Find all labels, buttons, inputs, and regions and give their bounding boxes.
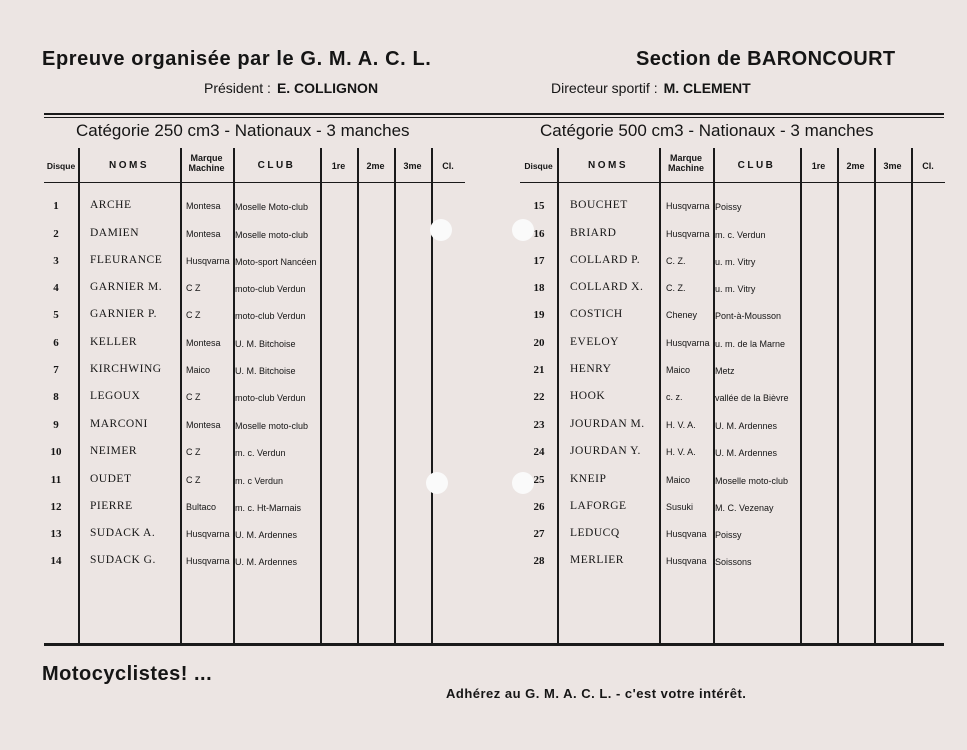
column-rule bbox=[911, 148, 913, 643]
rider-name: DAMIEN bbox=[90, 227, 139, 239]
column-header-disque: Disque bbox=[46, 161, 76, 171]
rider-club: vallée de la Bièvre bbox=[715, 393, 789, 403]
rider-number: 3 bbox=[53, 255, 59, 267]
rider-machine: c. z. bbox=[666, 392, 683, 402]
column-header-cl: Cl. bbox=[922, 161, 934, 171]
rider-name: ARCHE bbox=[90, 199, 132, 211]
rider-club: Pont-à-Mousson bbox=[715, 311, 782, 321]
rider-club: U. M. Ardennes bbox=[715, 421, 778, 431]
rider-name: JOURDAN M. bbox=[570, 418, 645, 430]
rider-machine: H. V. A. bbox=[666, 447, 696, 457]
rider-name: OUDET bbox=[90, 473, 132, 485]
rider-machine: Husqvarna bbox=[666, 201, 710, 211]
rider-machine: C Z bbox=[186, 283, 201, 293]
rider-name: SUDACK A. bbox=[90, 527, 156, 539]
column-rule bbox=[874, 148, 876, 643]
rider-name: BRIARD bbox=[570, 227, 617, 239]
top-rule-thin bbox=[44, 117, 944, 118]
column-header-marque: Marque Machine bbox=[188, 153, 225, 173]
rider-club: U. M. Bitchoise bbox=[235, 366, 296, 376]
rider-machine: Husqvarna bbox=[666, 338, 710, 348]
rider-name: MERLIER bbox=[570, 554, 624, 566]
rider-machine: Husqvana bbox=[666, 556, 707, 566]
rider-number: 28 bbox=[533, 555, 545, 567]
rider-club: Poissy bbox=[715, 202, 742, 212]
rider-name: GARNIER M. bbox=[90, 281, 163, 293]
rider-name: KNEIP bbox=[570, 473, 607, 485]
rider-name: HOOK bbox=[570, 390, 606, 402]
bottom-rule bbox=[44, 643, 944, 646]
rider-machine: Husqvarna bbox=[186, 256, 230, 266]
rider-machine: C. Z. bbox=[666, 283, 686, 293]
rider-number: 12 bbox=[50, 501, 62, 513]
rider-number: 4 bbox=[53, 282, 59, 294]
column-rule bbox=[78, 148, 80, 643]
rider-club: u. m. Vitry bbox=[715, 257, 756, 267]
column-header-m2: 2me bbox=[366, 161, 385, 171]
rider-machine: C Z bbox=[186, 392, 201, 402]
rider-machine: Husqvarna bbox=[666, 229, 710, 239]
rider-name: COLLARD P. bbox=[570, 254, 641, 266]
column-header-m2: 2me bbox=[846, 161, 865, 171]
column-header-noms: NOMS bbox=[588, 160, 628, 171]
director-name: M. CLEMENT bbox=[663, 80, 751, 96]
rider-name: SUDACK G. bbox=[90, 554, 156, 566]
president-label: Président : bbox=[204, 80, 271, 96]
column-rule bbox=[800, 148, 802, 643]
director-label: Directeur sportif : bbox=[551, 80, 658, 96]
column-rule bbox=[394, 148, 396, 643]
rider-name: JOURDAN Y. bbox=[570, 445, 641, 457]
rider-club: m. c. Verdun bbox=[715, 230, 766, 240]
rider-name: LAFORGE bbox=[570, 500, 627, 512]
rider-club: u. m. de la Marne bbox=[715, 339, 786, 349]
rider-machine: Husqvarna bbox=[186, 529, 230, 539]
rider-club: moto-club Verdun bbox=[235, 311, 306, 321]
rider-name: BOUCHET bbox=[570, 199, 628, 211]
rider-number: 25 bbox=[533, 474, 545, 486]
column-rule bbox=[320, 148, 322, 643]
rider-machine: Cheney bbox=[666, 310, 698, 320]
rider-machine: Husqvarna bbox=[186, 556, 230, 566]
rider-number: 16 bbox=[533, 228, 545, 240]
column-rule bbox=[357, 148, 359, 643]
column-rule bbox=[557, 148, 559, 643]
column-rule bbox=[837, 148, 839, 643]
rider-club: U. M. Ardennes bbox=[235, 557, 298, 567]
rider-name: KIRCHWING bbox=[90, 363, 162, 375]
column-header-club: CLUB bbox=[257, 160, 296, 171]
rider-number: 15 bbox=[533, 200, 545, 212]
column-header-club: CLUB bbox=[737, 160, 776, 171]
rider-name: HENRY bbox=[570, 363, 612, 375]
rider-machine: C Z bbox=[186, 475, 201, 485]
rider-machine: Maico bbox=[666, 475, 691, 485]
rider-name: PIERRE bbox=[90, 500, 133, 512]
rider-machine: Bultaco bbox=[186, 502, 217, 512]
rider-club: Poissy bbox=[715, 530, 742, 540]
rider-name: LEDUCQ bbox=[570, 527, 620, 539]
column-rule bbox=[180, 148, 182, 643]
president-line bbox=[204, 80, 378, 96]
rider-number: 23 bbox=[533, 419, 545, 431]
rider-machine: H. V. A. bbox=[666, 420, 696, 430]
rider-name: MARCONI bbox=[90, 418, 148, 430]
column-header-m1: 1re bbox=[331, 161, 346, 171]
rider-name: COLLARD X. bbox=[570, 281, 644, 293]
rider-club: u. m. Vitry bbox=[715, 284, 756, 294]
rider-name: EVELOY bbox=[570, 336, 619, 348]
section-title: Section de BARONCOURT bbox=[636, 48, 896, 70]
rider-club: Moselle moto-club bbox=[235, 421, 309, 431]
rider-name: NEIMER bbox=[90, 445, 138, 457]
rider-machine: C Z bbox=[186, 447, 201, 457]
footer-call-to-action: Adhérez au G. M. A. C. L. - c'est votre intérêt. bbox=[446, 686, 747, 701]
column-header-noms: NOMS bbox=[109, 160, 149, 171]
rider-club: Moselle moto-club bbox=[715, 476, 789, 486]
punch-hole bbox=[512, 219, 534, 241]
rider-machine: Susuki bbox=[666, 502, 694, 512]
rider-club: Metz bbox=[715, 366, 735, 376]
rider-club: m. c Verdun bbox=[235, 476, 284, 486]
punch-hole bbox=[512, 472, 534, 494]
rider-club: m. c. Ht-Marnais bbox=[235, 503, 302, 513]
top-rule bbox=[44, 113, 944, 115]
president-name: E. COLLIGNON bbox=[276, 80, 379, 96]
rider-number: 8 bbox=[53, 391, 59, 403]
rider-machine: Husqvana bbox=[666, 529, 707, 539]
rider-number: 1 bbox=[53, 200, 59, 212]
rider-name: FLEURANCE bbox=[90, 254, 163, 266]
column-header-marque: Marque Machine bbox=[667, 153, 704, 173]
punch-hole bbox=[430, 219, 452, 241]
director-line bbox=[551, 80, 751, 96]
rider-number: 19 bbox=[533, 309, 545, 321]
rider-number: 9 bbox=[53, 419, 59, 431]
rider-club: U. M. Ardennes bbox=[235, 530, 298, 540]
rider-club: U. M. Ardennes bbox=[715, 448, 778, 458]
rider-number: 26 bbox=[533, 501, 545, 513]
rider-name: GARNIER P. bbox=[90, 308, 157, 320]
rider-number: 14 bbox=[50, 555, 62, 567]
rider-machine: Montesa bbox=[186, 229, 221, 239]
organizer-title: Epreuve organisée par le G. M. A. C. L. bbox=[42, 48, 432, 70]
rider-number: 24 bbox=[533, 446, 545, 458]
footer-slogan: Motocyclistes! ... bbox=[42, 663, 213, 685]
rider-machine: Montesa bbox=[186, 201, 221, 211]
column-header-m3: 3me bbox=[883, 161, 902, 171]
rider-number: 6 bbox=[53, 337, 59, 349]
rider-club: Moto-sport Nancéen bbox=[235, 257, 317, 267]
column-header-cl: Cl. bbox=[442, 161, 454, 171]
rider-number: 5 bbox=[53, 309, 59, 321]
rider-machine: Maico bbox=[186, 365, 211, 375]
header-underline bbox=[44, 182, 465, 183]
rider-number: 22 bbox=[533, 391, 545, 403]
rider-machine: C. Z. bbox=[666, 256, 686, 266]
column-header-disque: Disque bbox=[524, 161, 553, 171]
rider-club: Soissons bbox=[715, 557, 752, 567]
rider-club: moto-club Verdun bbox=[235, 393, 306, 403]
rider-number: 20 bbox=[533, 337, 545, 349]
rider-number: 11 bbox=[50, 474, 62, 486]
column-rule bbox=[659, 148, 661, 643]
category-250-title: Catégorie 250 cm3 - Nationaux - 3 manches bbox=[76, 121, 410, 140]
rider-name: COSTICH bbox=[570, 308, 623, 320]
rider-number: 13 bbox=[50, 528, 62, 540]
rider-club: U. M. Bitchoise bbox=[235, 339, 296, 349]
rider-machine: Montesa bbox=[186, 420, 221, 430]
rider-number: 27 bbox=[533, 528, 545, 540]
rider-machine: Montesa bbox=[186, 338, 221, 348]
rider-club: moto-club Verdun bbox=[235, 284, 306, 294]
rider-number: 10 bbox=[50, 446, 62, 458]
rider-club: Moselle moto-club bbox=[235, 230, 309, 240]
rider-name: LEGOUX bbox=[90, 390, 141, 402]
rider-number: 18 bbox=[533, 282, 545, 294]
rider-number: 21 bbox=[533, 364, 545, 376]
rider-club: m. c. Verdun bbox=[235, 448, 286, 458]
column-header-m1: 1re bbox=[811, 161, 826, 171]
rider-number: 7 bbox=[53, 364, 59, 376]
category-500-title: Catégorie 500 cm3 - Nationaux - 3 manches bbox=[540, 121, 874, 140]
column-header-m3: 3me bbox=[403, 161, 422, 171]
punch-hole bbox=[426, 472, 448, 494]
rider-name: KELLER bbox=[90, 336, 138, 348]
rider-club: Moselle Moto-club bbox=[235, 202, 309, 212]
rider-machine: Maico bbox=[666, 365, 691, 375]
rider-number: 17 bbox=[533, 255, 545, 267]
header-underline bbox=[520, 182, 945, 183]
rider-club: M. C. Vezenay bbox=[715, 503, 774, 513]
rider-number: 2 bbox=[53, 228, 59, 240]
rider-machine: C Z bbox=[186, 310, 201, 320]
